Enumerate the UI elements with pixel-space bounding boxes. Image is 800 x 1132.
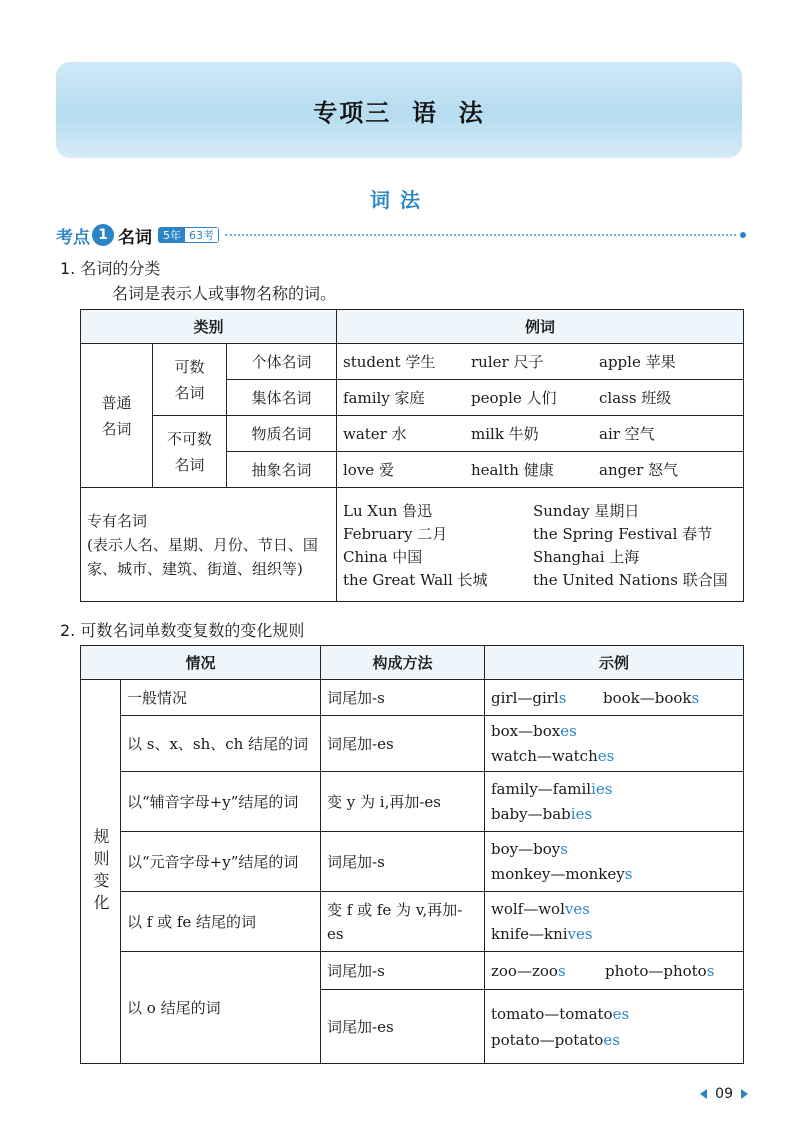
header-situation: 情况 [81,646,321,680]
kaodian-header [56,223,746,247]
countable-cell: 可数名词 [153,344,227,416]
situation-cell: 以 s、x、sh、ch 结尾的词 [121,716,321,772]
divider-end-dot [740,232,746,238]
method-cell: 变 y 为 i,再加-es [321,772,485,832]
situation-cell: 以“元音字母+y”结尾的词 [121,832,321,892]
page-title: 专项三 语 法 [313,98,485,127]
kaodian-topic: 名词 [118,227,152,248]
freq-years: 5年 [159,228,185,242]
noun-classification-table [80,309,744,602]
part2-heading: 2. 可数名词单数变复数的变化规则 [60,621,305,640]
method-cell: 词尾加-s [321,680,485,716]
method-cell: 词尾加-s [321,832,485,892]
situation-cell: 一般情况 [121,680,321,716]
section-title: 词法 [370,188,430,212]
situation-cell: 以 o 结尾的词 [121,952,321,1064]
example-cell: water 水 milk 牛奶 air 空气 [337,416,744,452]
subtype-cell: 抽象名词 [227,452,337,488]
example-cell: family 家庭 people 人们 class 班级 [337,380,744,416]
example-cell: boy—boys monkey—monkeys [485,832,744,892]
header-method: 构成方法 [321,646,485,680]
header-example: 示例 [485,646,744,680]
example-cell: zoo—zoos photo—photos [485,952,744,990]
kaodian-number-badge: 1 [92,224,114,246]
header-examples: 例词 [337,310,744,344]
uncountable-cell: 不可数名词 [153,416,227,488]
regular-change-cell: 规则变化 [81,680,121,1064]
example-cell: tomato—tomatoes potato—potatoes [485,990,744,1064]
dotted-divider [225,234,736,236]
method-cell: 词尾加-s [321,952,485,990]
next-page-arrow-icon[interactable] [741,1089,748,1099]
subtype-cell: 集体名词 [227,380,337,416]
example-cell: student 学生 ruler 尺子 apple 苹果 [337,344,744,380]
situation-cell: 以“辅音字母+y”结尾的词 [121,772,321,832]
kaodian-label: 考点 [56,227,90,248]
common-noun-cell: 普通名词 [81,344,153,488]
page-footer [700,1086,748,1102]
page-number: 09 [715,1086,733,1102]
part1-heading: 1. 名词的分类 [60,259,161,278]
subtype-cell: 个体名词 [227,344,337,380]
example-cell: girl—girls book—books [485,680,744,716]
freq-count: 63考 [185,228,218,242]
plural-rules-table [80,645,744,1064]
example-cell: family—families baby—babies [485,772,744,832]
method-cell: 词尾加-es [321,990,485,1064]
method-cell: 变 f 或 fe 为 v,再加-es [321,892,485,952]
frequency-badge [158,227,219,243]
prev-page-arrow-icon[interactable] [700,1089,707,1099]
subtype-cell: 物质名词 [227,416,337,452]
part1-intro: 名词是表示人或事物名称的词。 [112,284,337,303]
example-cell: box—boxes watch—watches [485,716,744,772]
example-cell: love 爱 health 健康 anger 怒气 [337,452,744,488]
situation-cell: 以 f 或 fe 结尾的词 [121,892,321,952]
header-category: 类别 [81,310,337,344]
proper-example-cell: Lu Xun 鲁迅 Sunday 星期日 February 二月 the Spring Festival 春节 China 中国 Shanghai 上海 the Great Wall 长城 the United Nations 联合国 [337,488,744,602]
method-cell: 词尾加-es [321,716,485,772]
example-cell: wolf—wolves knife—knives [485,892,744,952]
proper-noun-cell: 专有名词 (表示人名、星期、月份、节日、国家、城市、建筑、街道、组织等) [81,488,337,602]
title-banner [56,62,742,158]
